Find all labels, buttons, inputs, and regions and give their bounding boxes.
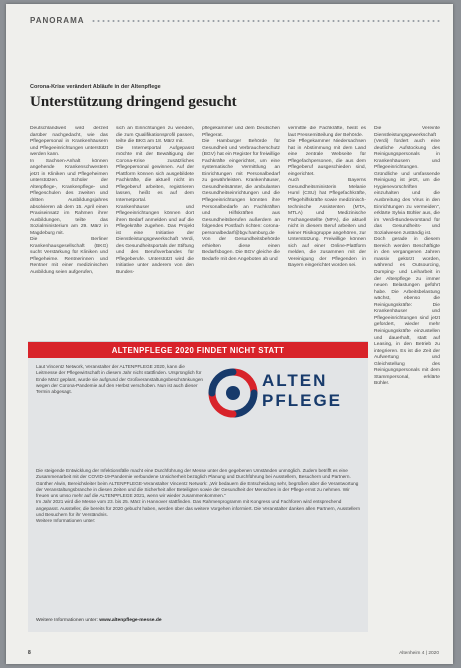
info-box-intro: Laut Vincentz Network, Veranstalter der ALTENPFLEGE 2020, kann die Leitmesse der Pflegewirtschaft in diesem Jahr nicht stattfinden. Ursprünglich für Ende März geplant, wurde sie aufgrund der Großveranstaltungsbeschränkungen wegen der Corona-Pandemie auf den Herbst verschoben. Nun ist auch dieser Termin abgesagt.: [36, 364, 204, 395]
altenpflege-logo: [208, 366, 358, 418]
article-column-2: sich an Einrichtungen zu wenden, die zum Qualifikationsprofil passen, teilte die BKG am 18. März mit. Die Internetportal Aufgepasst möchte mit der Bewältigung der Corona-Krise zusätzliches Pflegepersonal gewinnen. Auf der Plattform können sich ausgebildete Fachkräfte, die aktuell nicht im Pflegeberuf arbeiten, registrieren lassen, heißt es auf dem Internetportal. Krankenhäuser und Pflegeeinrichtungen können dort ihren Bedarf anmelden und auf die Pflegekräfte zugehen. Das Projekt ist eine Initiative der Dienstleistungsgewerkschaft Verdi, des Gesundheitsportals der Stiftung und des Berufsverbandes für Pflegeberufe. Unterstützt wird die Initiative unter anderem von den Bundes-: [116, 126, 194, 276]
article-headline: Unterstützung dringend gesucht: [30, 94, 237, 110]
issue-info: Altenheim 4 | 2020: [399, 651, 439, 656]
magazine-page: [6, 4, 453, 664]
article-kicker: Corona-Krise verändert Abläufe in der Altenpflege: [30, 84, 161, 90]
article-column-4: vermittle die Fachkräfte, heißt es laut Pressemitteilung der Behörde. Die Pflegekammer Niedersachsen hat in Abstimmung mit dem Land eine zentrale Webseite für Pflegefachpersonen, die aus dem Pflegeberuf ausgeschieden sind, eingerichtet. Auch Bayerns Gesundheitsministerin Melanie Huml (CSU) hat Pflegefachkräfte, Pflegehilfskräfte sowie medizinisch-technische Assistenten (MTA, MTLA) und Medizinische Fachangestellte (MFA), die aktuell nicht in diesem Beruf arbeiten und keiner Risikogruppe angehören, zur Unterstützung. Freiwillige können sich auf einer Online-Plattform melden, die zusammen mit der Vereinigung der Pflegenden in Bayern eingerichtet worden sei.: [288, 126, 366, 269]
info-box-body: Die steigende Entwicklung der Infektionsfälle macht eine Durchführung der Messe unter den gegebenen Umständen unmöglich. Zudem betrifft es eine Zusammenarbeit mit der COVID-19-Pandemie verbundene Unsicherheit bezüglich Planung und Durchführung bei Ausstellern, Besuchern und Partnern. Günther Alwin, Bereichsleiter beim ALTENPFLEGE-Veranstalter Vincentz Network: „Wir bedauern die Entscheidung sehr, begrüßen aber die Verantwortung der Veranstaltungsbranche in diesen Zeiten und die Sicherheit aller Beteiligten sowie der Gesundheit der Menschen in der Pflege ernst zu nehmen. Wir freuen uns umso mehr auf die ALTENPFLEGE 2021, wenn wir wieder zusammenkommen.“ Im Jahr 2021 wird die Messe vom 23. bis 25. März in Hannover stattfinden. Das Rahmenprogramm mit Kongress und Fachforen wird entsprechend angepasst. Aussteller, die bereits für 2020 gebucht haben, werden über das weitere Vorgehen informiert. Die Veranstalter danken allen Partnern, Ausstellern und Besuchern für ihr Verständnis. Weitere Informationen unter:: [36, 468, 361, 524]
dotted-rule: [91, 20, 440, 22]
website-link[interactable]: www.altenpflege-messe.de: [99, 618, 162, 623]
info-box-title: ALTENPFLEGE 2020 FINDET NICHT STATT: [28, 342, 368, 358]
website-label: Weitere Informationen unter:: [36, 618, 98, 623]
logo-word-alten: ALTEN: [262, 371, 328, 390]
page-number: 8: [28, 650, 31, 656]
article-column-5: Die Vereinte Dienstleistungsgewerkschaft (Verdi) fordert auch eine deutliche Aufstockung des Reinigungspersonals in Krankenhäusern und Pflegeeinrichtungen. Gründliche und umfassende Reinigung ist jetzt, um die Hygienevorschriften einzuhalten und die Ausbreitung des Virus in den Einrichtungen zu vermeiden", erklärte Sylvia Bühler aus, die im Verdi-Bundesvorstand für das Gesundheits- und Sozialwesen zuständig ist. Doch gerade in diesem Bereich werden Beschäftigte in den vergangenen Jahren massiv gekürzt worden, während es Outsourcing, Dumping- und Leiharbeit in der Altenpflege zu immer neuen Belastungen geführt habe. Die Arbeitsbelastung wächst, ebenso die Reinigungskräfte: Die Krankenhäuser und Pflegeeinrichtungen sind jetzt gefordert, wieder mehr Reinigungskräfte einzustellen und dauerhaft, statt auf Leasing, in den Betrieb zu integrieren. Es ist die Zeit der Aufwertung und Gleichstellung des Reinigungspersonals mit dem Stammpersonal, erklärte Bühler.: [374, 126, 440, 387]
section-label: PANORAMA: [30, 16, 85, 25]
info-box-website-line: [36, 618, 362, 623]
article-column-1: Deutschlandweit wird derzeit darüber nachgedacht, wie das Pflegepersonal in Krankenhäusern und Pflegeeinrichtungen unterstützt werden kann. In Sachsen-Anhalt können angehende Krankenschwestern jetzt in Kliniken und Pflegeheimen unterstützen. Schüler der Altenpflege-, Krankenpflege- und Pflegeschulen des zweiten und dritten Ausbildungsjahres absolvieren ab dem 15. April einen Praxiseinsatz im Rahmen ihrer Ausbildungen, teilte das Sozialministerium am 29. März in Magdeburg mit. Die Berliner Krankenhausgesellschaft (BKG) sucht Verstärkung für Kliniken und Pflegeheime. Rentnerinnen und Rentner mit einer medizinischen Ausbildung seien aufgerufen,: [30, 126, 108, 276]
logo-swirl-icon: [208, 368, 258, 418]
logo-word-pflege: PFLEGE: [262, 391, 343, 410]
section-header: [30, 16, 440, 25]
article-column-3: pflegekammer und dem Deutschen Pflegerat. Die Hamburger Behörde für Gesundheit und Verbraucherschutz (BGV) hat ein Register für freiwillige Fachkräfte eingerichtet, um eine systematische Vermittlung an Einrichtungen mit Personalbedarf zu gewährleisten. Krankenhäuser, Gesundheitsämter, die ambulanten Gesundheitseinrichtungen und die Pflegeeinrichtungen könnten ihre Personalbedarfe an Fachkräften und Hilfskräften aus Gesundheitsberufen außerdem an folgendes Postfach richten: corona-personalbedarf@bgv.hamburg.de Von der Gesundheitsbehörde erhielten diese einen Bedarfsbogen. Die BGV gleiche die Bedarfe mit den Angeboten ab und: [202, 126, 280, 262]
info-box: [28, 341, 368, 632]
